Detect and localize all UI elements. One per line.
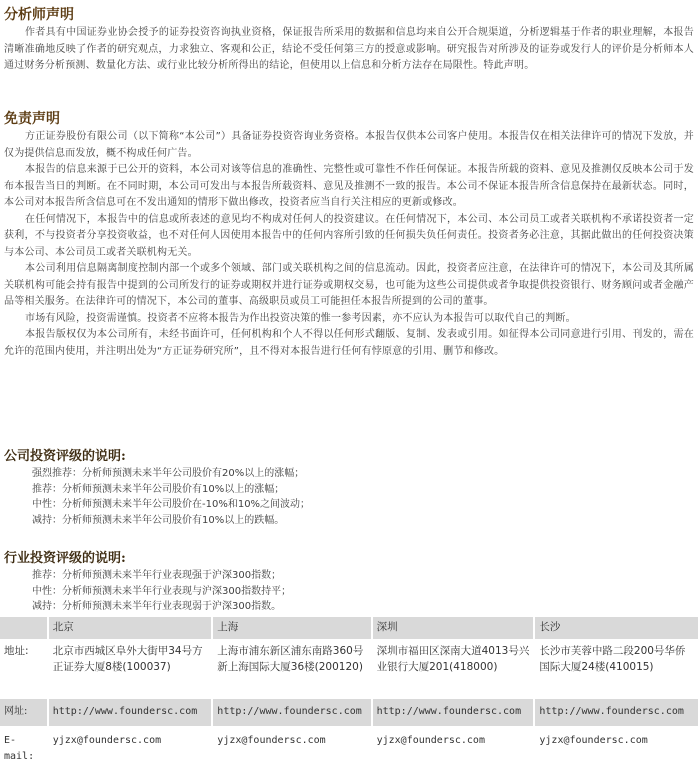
office-address: 北京市西城区阜外大街甲34号方正证券大厦8楼(100037) — [48, 639, 213, 699]
disclaimer-paragraph: 市场有风险，投资需谨慎。投资者不应将本报告为作出投资决策的惟一参考因素，亦不应认为本报告可以取代自己的判断。 — [25, 312, 576, 324]
company-rating-title: 公司投资评级的说明: — [4, 449, 126, 464]
office-web-link[interactable]: http://www.foundersc.com — [372, 699, 535, 726]
contact-web-row — [0, 699, 699, 726]
contact-email-row — [0, 726, 699, 767]
disclaimer-text — [4, 129, 694, 360]
office-city: 深圳 — [372, 617, 535, 639]
company-rating-item: 减持：分析师预测未来半年公司股价有10%以上的跌幅。 — [32, 514, 285, 526]
email-label: E-mail: — [0, 726, 48, 767]
office-web-link[interactable]: http://www.foundersc.com — [534, 699, 699, 726]
analyst-statement-text — [4, 25, 694, 75]
office-web-link[interactable]: http://www.foundersc.com — [212, 699, 371, 726]
industry-rating-item: 减持：分析师预测未来半年行业表现弱于沪深300指数。 — [32, 601, 282, 612]
disclaimer-paragraph: 本报告的信息来源于已公开的资料，本公司对该等信息的准确性、完整性或可靠性不作任何保证。本报告所载的资料、意见及推测仅反映本公司于发布本报告当日的判断。在不同时期，本公司可发出与本报告所载资料、意见及推测不一致的报告。本公司不保证本报告所含信息保持在最新状态。同时，本公司对本报告所含信息可在不发出通知的情形下做出修改，投资者应当自行关注相应的更新或修改。 — [4, 164, 694, 208]
company-rating-item: 中性：分析师预测未来半年公司股价在-10%和10%之间波动； — [32, 499, 311, 510]
office-email-link[interactable]: yjzx@foundersc.com — [372, 726, 535, 767]
disclaimer-paragraph: 在任何情况下，本报告中的信息或所表述的意见均不构成对任何人的投资建议。在任何情况下，本公司、本公司员工或者关联机构不承诺投资者一定获利，不与投资者分享投资收益，也不对任何人因使用本报告中的任何内容所引致的任何损失负任何责任。投资者务必注意，其据此做出的任何投资决策与本公司、本公司员工或者关联机构无关。 — [4, 213, 694, 258]
company-rating-item: 强烈推荐：分析师预测未来半年公司股价有20%以上的涨幅； — [32, 468, 305, 479]
address-label: 地址: — [0, 639, 48, 699]
office-email-link[interactable]: yjzx@foundersc.com — [48, 726, 213, 767]
office-address: 长沙市芙蓉中路二段200号华侨国际大厦24楼(410015) — [534, 639, 699, 699]
contact-address-row — [0, 639, 699, 699]
company-rating-list — [32, 466, 310, 528]
office-address: 深圳市福田区深南大道4013号兴业银行大厦201(418000) — [372, 639, 535, 699]
disclaimer-paragraph: 本报告版权仅为本公司所有，未经书面许可，任何机构和个人不得以任何形式翻版、复制、发表或引用。如征得本公司同意进行引用、刊发的，需在允许的范围内使用，并注明出处为“方正证券研究所”，且不得对本报告进行任何有悖原意的引用、删节和修改。 — [4, 329, 694, 357]
contact-header-row — [0, 617, 699, 639]
industry-rating-title: 行业投资评级的说明: — [4, 551, 126, 566]
office-city: 长沙 — [534, 617, 699, 639]
industry-rating-item: 中性：分析师预测未来半年行业表现与沪深300指数持平； — [32, 585, 292, 597]
web-label: 网址: — [0, 699, 48, 726]
office-email-link[interactable]: yjzx@foundersc.com — [212, 726, 371, 767]
office-web-link[interactable]: http://www.foundersc.com — [48, 699, 213, 726]
office-address: 上海市浦东新区浦东南路360号新上海国际大厦36楼(200120) — [212, 639, 371, 699]
office-city: 上海 — [212, 617, 371, 639]
company-rating-item: 推荐：分析师预测未来半年公司股价有10%以上的涨幅； — [32, 483, 285, 495]
contact-header-empty — [0, 617, 48, 639]
industry-rating-item: 推荐：分析师预测未来半年行业表现强于沪深300指数； — [32, 570, 282, 581]
industry-rating-list — [32, 568, 291, 615]
contact-table — [0, 617, 700, 767]
disclaimer-title: 免责声明 — [4, 111, 60, 127]
office-email-link[interactable]: yjzx@foundersc.com — [534, 726, 699, 767]
disclaimer-paragraph: 方正证券股份有限公司（以下简称“本公司”）具备证券投资咨询业务资格。本报告仅供本公司客户使用。本报告仅在相关法律许可的情况下发放，并仅为提供信息而发放，概不构成任何广告。 — [4, 131, 694, 159]
analyst-statement-title: 分析师声明 — [4, 7, 74, 23]
disclaimer-paragraph: 本公司利用信息隔离制度控制内部一个或多个领域、部门或关联机构之间的信息流动。因此，投资者应注意，在法律许可的情况下，本公司及其所属关联机构可能会持有报告中提到的公司所发行的证券或期权并进行证券或期权交易，也可能为这些公司提供或者争取提供投资银行、财务顾问或者金融产品等相关服务。在法律许可的情况下，本公司的董事、高级职员或员工可能担任本报告所提到的公司的董事。 — [4, 263, 694, 307]
analyst-statement-paragraph: 作者具有中国证券业协会授予的证券投资咨询执业资格，保证报告所采用的数据和信息均来自公开合规渠道，分析逻辑基于作者的职业理解，本报告清晰准确地反映了作者的研究观点，力求独立、客观和公正，结论不受任何第三方的授意或影响。研究报告对所涉及的证券或发行人的评价是分析师本人通过财务分析预测、数量化方法、或行业比较分析所得出的结论，但使用以上信息和分析方法存在局限性。特此声明。 — [4, 27, 694, 71]
office-city: 北京 — [48, 617, 213, 639]
